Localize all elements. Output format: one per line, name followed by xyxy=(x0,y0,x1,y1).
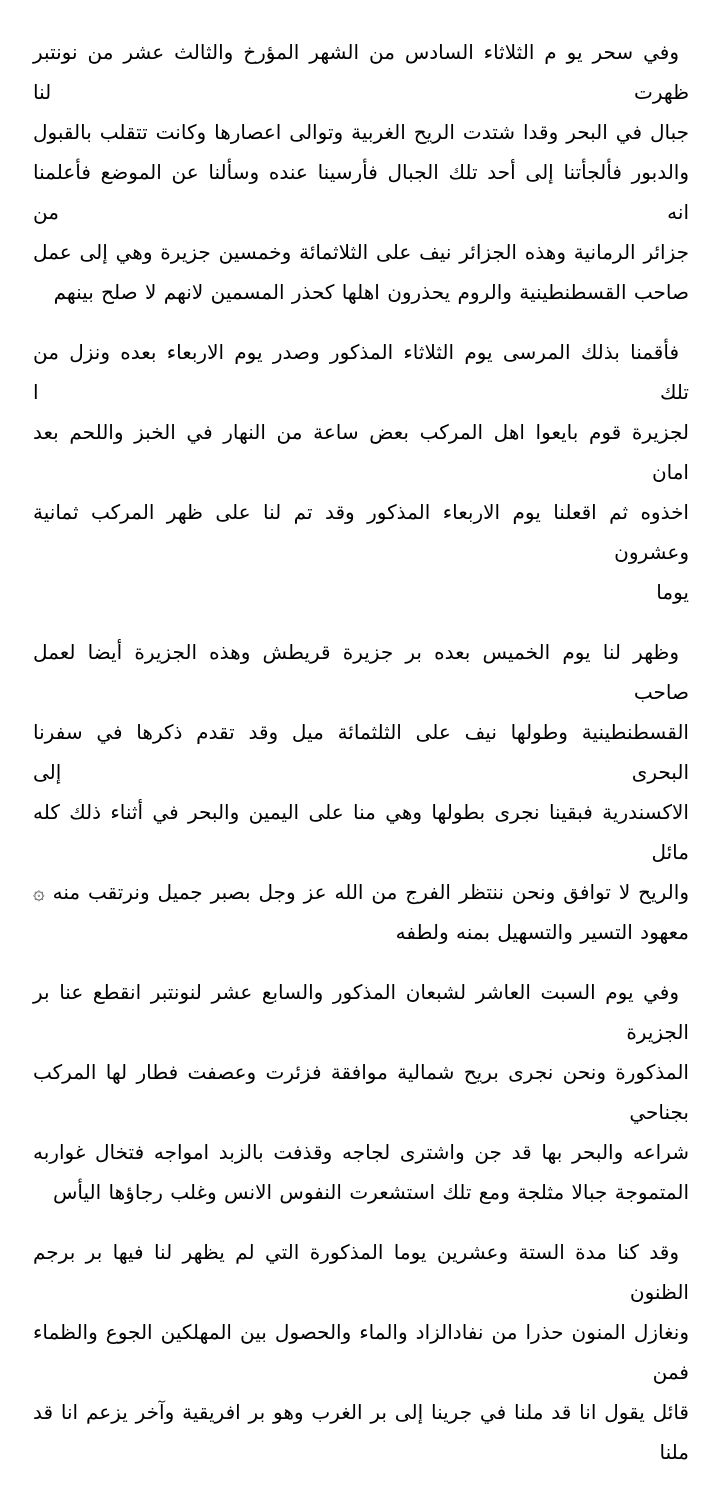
paragraph xyxy=(33,972,689,1212)
text-line: وفي سحر يو م الثلاثاء السادس من الشهر المؤرخ والثالث عشر من نونتبر ظهرت لنا xyxy=(33,40,689,104)
text-line: وظهر لنا يوم الخميس بعده بر جزيرة قريطش وهذه الجزيرة أيضا لعمل صاحب xyxy=(33,640,689,704)
text-line: يوما xyxy=(656,580,689,604)
text-line: فأقمنا بذلك المرسى يوم الثلاثاء المذكور وصدر يوم الاربعاء بعده ونزل من تلك ا xyxy=(33,340,689,404)
text-line: جبال في البحر وقدا شتدت الريح الغربية وتوالى اعصارها وكانت تتقلب بالقبول xyxy=(33,120,689,144)
paragraph xyxy=(33,32,689,312)
text-line: لجزيرة قوم بايعوا اهل المركب بعض ساعة من النهار في الخبز واللحم بعد امان xyxy=(33,420,689,484)
text-line: وفي يوم السبت العاشر لشبعان المذكور والسابع عشر لنونتبر انقطع عنا بر الجزيرة xyxy=(33,980,689,1044)
paragraph xyxy=(33,332,689,612)
text-line: صاحب القسطنطينية والروم يحذرون اهلها كحذر المسمين لانهم لا صلح بينهم xyxy=(53,280,689,304)
text-line: شراعه والبحر بها قد جن واشترى لجاجه وقذفت بالزبد امواجه فتخال غواربه xyxy=(33,1140,689,1164)
text-line: المتموجة جبالا مثلجة ومع تلك استشعرت النفوس الانس وغلب رجاؤها اليأس xyxy=(52,1180,689,1204)
text-line: جزائر الرمانية وهذه الجزائر نيف على الثلاثمائة وخمسين جزيرة وهي إلى عمل xyxy=(33,240,689,264)
text-line: ونغازل المنون حذرا من نفادالزاد والماء والحصول بين المهلكين الجوع والظماء فمن xyxy=(33,1320,689,1384)
text-line: القسطنطينية وطولها نيف على الثلثمائة ميل وقد تقدم ذكرها في سفرنا البحرى إلى xyxy=(33,720,689,784)
text-line: اخذوه ثم اقعلنا يوم الاربعاء المذكور وقد تم لنا على ظهر المركب ثمانية وعشرون xyxy=(33,500,689,564)
text-line: والدبور فألجأتنا إلى أحد تلك الجبال فأرسينا عنده وسألنا عن الموضع فأعلمنا انه من xyxy=(33,160,689,224)
paragraph xyxy=(33,1232,689,1472)
paragraph xyxy=(33,632,689,952)
text-line: معهود التسير والتسهيل بمنه ولطفه xyxy=(395,920,689,944)
text-line: قائل يقول انا قد ملنا في جرينا إلى بر الغرب وهو بر افريقية وآخر يزعم انا قد ملنا xyxy=(33,1400,689,1464)
text-line: الاكسندرية فبقينا نجرى بطولها وهي منا على اليمين والبحر في أثناء ذلك كله مائل xyxy=(33,800,689,864)
text-line: وقد كنا مدة الستة وعشرين يوما المذكورة التي لم يظهر لنا فيها بر برجم الظنون xyxy=(33,1240,689,1304)
text-block xyxy=(33,32,689,1492)
text-line: المذكورة ونحن نجرى بريح شمالية موافقة فزئرت وعصفت فطار لها المركب بجناحي xyxy=(33,1060,689,1124)
text-line: والريح لا توافق ونحن ننتظر الفرج من الله عز وجل بصبر جميل ونرتقب منه ۞ xyxy=(33,880,689,904)
